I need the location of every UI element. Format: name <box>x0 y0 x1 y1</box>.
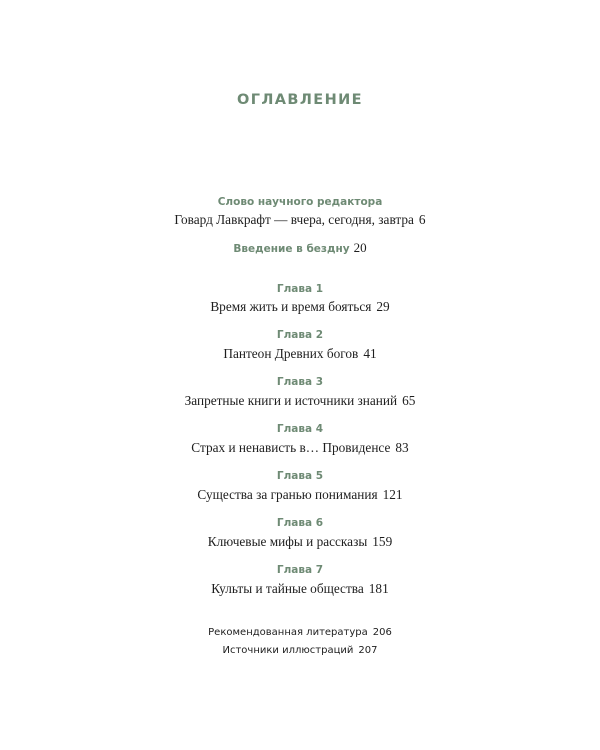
toc-entry-editor[interactable] <box>0 211 600 229</box>
toc-entry-chapter-1[interactable] <box>0 298 600 316</box>
toc-entry-chapter-4[interactable] <box>0 439 600 457</box>
chapter-label: Глава 7 <box>276 564 324 576</box>
editor-heading: Слово научного редактора <box>217 196 383 208</box>
intro-page: 20 <box>353 240 367 255</box>
chapter-title: Существа за гранью понимания <box>197 487 378 502</box>
toc-entry-intro[interactable] <box>0 239 600 257</box>
chapter-label-1 <box>0 279 600 297</box>
chapter-label: Глава 1 <box>276 283 324 295</box>
chapter-title: Пантеон Древних богов <box>223 346 359 361</box>
back-matter-title: Источники иллюстраций <box>222 645 354 656</box>
toc-entry-chapter-5[interactable] <box>0 486 600 504</box>
intro-title: Введение в бездну <box>233 243 350 255</box>
entry-page: 6 <box>418 212 426 227</box>
chapter-title: Страх и ненависть в… Провиденсе <box>191 440 391 455</box>
chapter-label-2 <box>0 325 600 343</box>
back-matter-page: 207 <box>358 645 378 656</box>
back-matter-page: 206 <box>372 627 392 638</box>
chapter-page: 159 <box>372 534 393 549</box>
chapter-label: Глава 3 <box>276 376 324 388</box>
toc-entry-chapter-3[interactable] <box>0 392 600 410</box>
chapter-title: Время жить и время бояться <box>210 299 372 314</box>
chapter-title: Культы и тайные общества <box>211 581 364 596</box>
chapter-label: Глава 4 <box>276 423 324 435</box>
chapter-label: Глава 6 <box>276 517 324 529</box>
back-matter-title: Рекомендованная литература <box>208 627 368 638</box>
toc-entry-chapter-6[interactable] <box>0 533 600 551</box>
chapter-label: Глава 2 <box>276 329 324 341</box>
chapter-page: 83 <box>395 440 409 455</box>
chapter-page: 29 <box>376 299 390 314</box>
chapter-title: Запретные книги и источники знаний <box>184 393 398 408</box>
toc-entry-illustrations[interactable] <box>0 640 600 658</box>
toc-title: ОГЛАВЛЕНИЕ <box>236 92 363 108</box>
editor-heading-row <box>0 192 600 210</box>
chapter-title: Ключевые мифы и рассказы <box>207 534 368 549</box>
toc-entry-chapter-2[interactable] <box>0 345 600 363</box>
chapter-label-5 <box>0 466 600 484</box>
chapter-label-4 <box>0 419 600 437</box>
chapter-page: 65 <box>402 393 416 408</box>
chapter-page: 121 <box>382 487 403 502</box>
chapter-page: 181 <box>368 581 389 596</box>
chapter-label-3 <box>0 372 600 390</box>
chapter-label-7 <box>0 560 600 578</box>
entry-title: Говард Лавкрафт — вчера, сегодня, завтра <box>174 212 414 227</box>
chapter-page: 41 <box>363 346 377 361</box>
toc-entry-chapter-7[interactable] <box>0 580 600 598</box>
chapter-label-6 <box>0 513 600 531</box>
toc-entry-literature[interactable] <box>0 622 600 640</box>
chapter-label: Глава 5 <box>276 470 324 482</box>
